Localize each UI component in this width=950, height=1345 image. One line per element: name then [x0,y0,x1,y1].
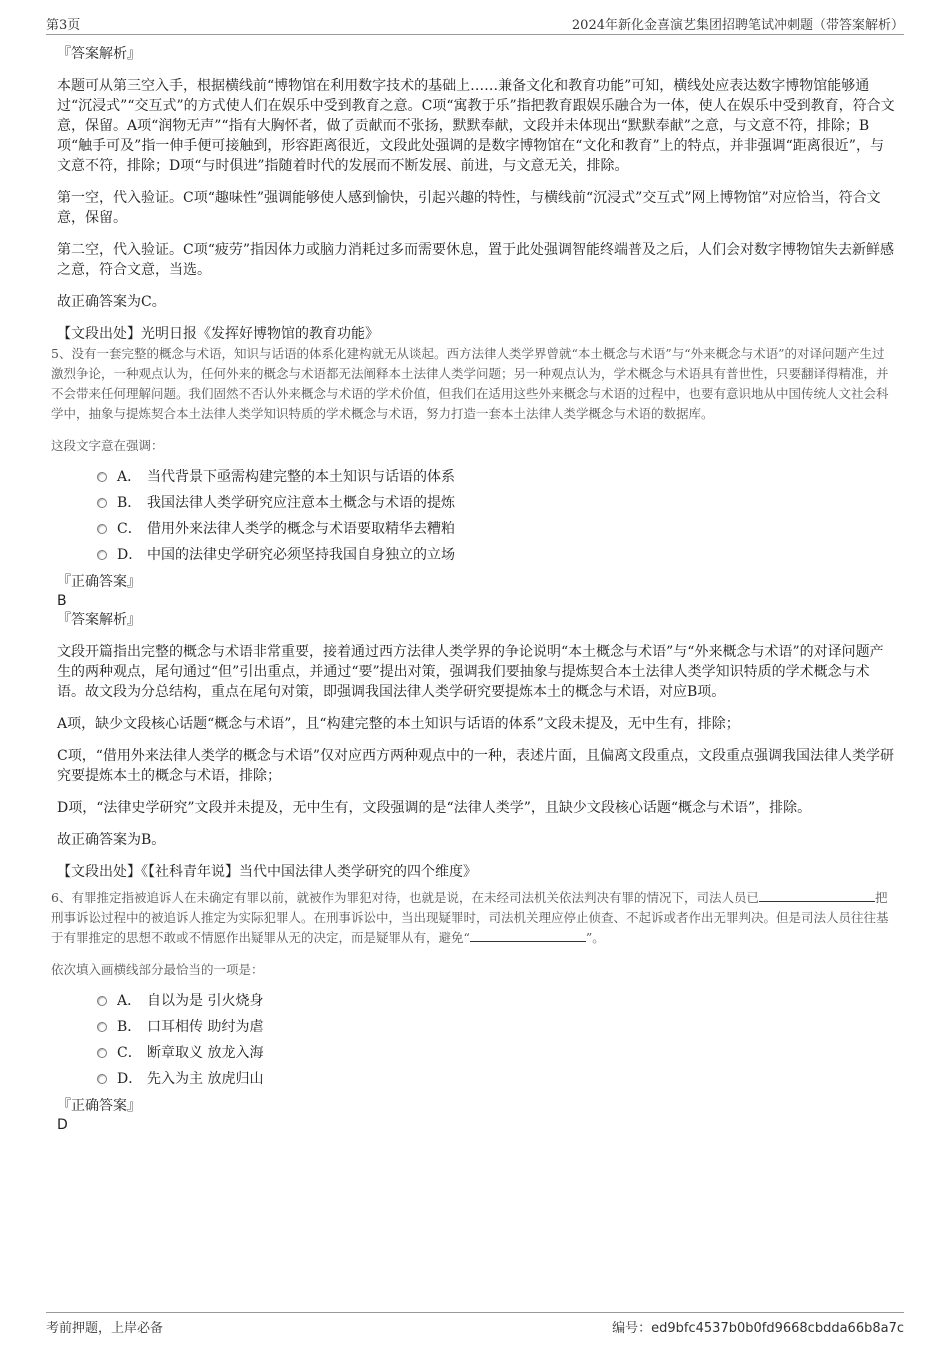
q5-prompt: 这段文字意在强调： [51,438,164,453]
fill-blank-1 [759,888,875,902]
page-number: 第3页 [46,18,81,33]
radio-icon[interactable] [97,524,107,534]
q4-conclusion: 故正确答案为C。 [57,294,166,310]
radio-icon[interactable] [97,1022,107,1032]
q4-analysis-para: 第一空，代入验证。C项“趣味性”强调能够使人感到愉快，引起兴趣的特性，与横线前“沉浸式”交互式”网上博物馆”对应恰当，符合文意，保留。 [57,190,881,226]
q6-option-c[interactable]: C． 断章取义 放龙入海 [97,1040,897,1066]
q5-options [57,464,897,568]
q5-option-b[interactable]: B． 我国法律人类学研究应注意本土概念与术语的提炼 [97,490,897,516]
footer-slogan: 考前押题，上岸必备 [46,1321,164,1336]
q5-analysis-para: A项，缺少文段核心话题“概念与术语”，且“构建完整的本土知识与话语的体系”文段未提及，无中生有，排除； [57,716,740,732]
q5-answer: B [57,593,67,609]
q6-prompt: 依次填入画横线部分最恰当的一项是： [51,962,264,977]
radio-icon[interactable] [97,550,107,560]
q4-analysis-para: 本题可从第三空入手，根据横线前“博物馆在利用数字技术的基础上……兼备文化和教育功能”可知，横线处应表达数字博物馆能够通过“沉浸式”“交互式”的方式使人们在娱乐中受到教育之意。C项“寓教于乐”指把教育跟娱乐融合为一体，使人在娱乐中受到教育，符合文意，保留。A项“润物无声”“指有大胸怀者，做了贡献而不张扬，默默奉献，文段并未体现出“默默奉献”之意，与文意不符，排除；B项“触手可及”指一伸手便可接触到，形容距离很近，文段此处强调的是数字博物馆在“文化和教育”上的特点，并非强调“距离很近”，与文意不符，排除；D项“与时俱进”指随着时代的发展而不断发展、前进，与文意无关，排除。 [57,78,895,174]
q6-answer: D [57,1117,68,1133]
q6-option-b[interactable]: B． 口耳相传 助纣为虐 [97,1014,897,1040]
q5-source: 【文段出处】《【社科青年说】当代中国法律人类学研究的四个维度》 [57,864,477,880]
q5-option-c[interactable]: C． 借用外来法律人类学的概念与术语要取精华去糟粕 [97,516,897,542]
q4-source: 【文段出处】光明日报《发挥好博物馆的教育功能》 [57,326,379,342]
q5-analysis-para: 文段开篇指出完整的概念与术语非常重要，接着通过西方法律人类学界的争论说明“本土概念与术语”与“外来概念与术语”的对译问题产生的两种观点，尾句通过“但”引出重点，并通过“要”提出对策，强调我们要抽象与提炼契合本土法律人类学知识特质的学术概念与术语。故文段为分总结构，重点在尾句对策，即强调我国法律人类学研究要提炼本土的概念与术语，对应B项。 [57,644,884,700]
fill-blank-2 [470,928,586,942]
q5-analysis-para: D项，“法律史学研究”文段并未提及，无中生有，文段强调的是“法律人类学”，且缺少文段核心话题“概念与术语”，排除。 [57,800,812,816]
q6-option-a[interactable]: A． 自以为是 引火烧身 [97,988,897,1014]
q5-option-d[interactable]: D． 中国的法律史学研究必须坚持我国自身独立的立场 [97,542,897,568]
document-id: 编号：ed9bfc4537b0b0fd9668cbdda66b8a7c [612,1321,904,1336]
document-title: 2024年新化金喜演艺集团招聘笔试冲刺题（带答案解析） [571,18,904,33]
q4-analysis-para: 第二空，代入验证。C项“疲劳”指因体力或脑力消耗过多而需要休息，置于此处强调智能终端普及之后，人们会对数字博物馆失去新鲜感之意，符合文意，当选。 [57,242,895,278]
radio-icon[interactable] [97,498,107,508]
q4-analysis-label: 『答案解析』 [57,46,141,62]
q5-option-a[interactable]: A． 当代背景下亟需构建完整的本土知识与话语的体系 [97,464,897,490]
q5-answer-label: 『正确答案』 [57,574,141,590]
page-content [51,44,897,1134]
q6-option-d[interactable]: D． 先入为主 放虎归山 [97,1066,897,1092]
q6-options [57,988,897,1092]
q6-answer-label: 『正确答案』 [57,1098,141,1114]
page-header [46,12,904,35]
radio-icon[interactable] [97,996,107,1006]
radio-icon[interactable] [97,472,107,482]
radio-icon[interactable] [97,1048,107,1058]
q5-conclusion: 故正确答案为B。 [57,832,166,848]
radio-icon[interactable] [97,1074,107,1084]
page-footer [46,1312,904,1339]
q5-stem: 5、没有一套完整的概念与术语，知识与话语的体系化建构就无从谈起。西方法律人类学界曾就“本土概念与术语”与“外来概念与术语”的对译问题产生过激烈争论，一种观点认为，任何外来的概念与术语都无法阐释本土法律人类学问题；另一种观点认为，学术概念与术语具有普世性，只要翻译得精准，并不会带来任何理解问题。我们固然不否认外来概念与术语的学术价值，但我们在适用这些外来概念与术语的过程中，也要有意识地从中国传统人文社会科学中，抽象与提炼契合本土法律人类学知识特质的学术概念与术语，努力打造一套本土法律人类学概念与术语的数据库。 [51,346,889,421]
q6-stem: 6、有罪推定指被追诉人在未确定有罪以前，就被作为罪犯对待，也就是说，在未经司法机关依法判决有罪的情况下，司法人员已 把刑事诉讼过程中的被追诉人推定为实际犯罪人。在刑事诉讼中，当出现疑罪时，司法机关理应停止侦查、不起诉或者作出无罪判决。但是司法人员往往基于有罪推定的思想不敢或不情愿作出疑罪从无的决定，而是疑罪从有，避免“ ”。 [51,890,889,945]
q5-analysis-label: 『答案解析』 [57,612,141,628]
q5-analysis-para: C项，“借用外来法律人类学的概念与术语”仅对应西方两种观点中的一种，表述片面，且偏离文段重点，文段重点强调我国法律人类学研究要提炼本土的概念与术语，排除； [57,748,895,784]
